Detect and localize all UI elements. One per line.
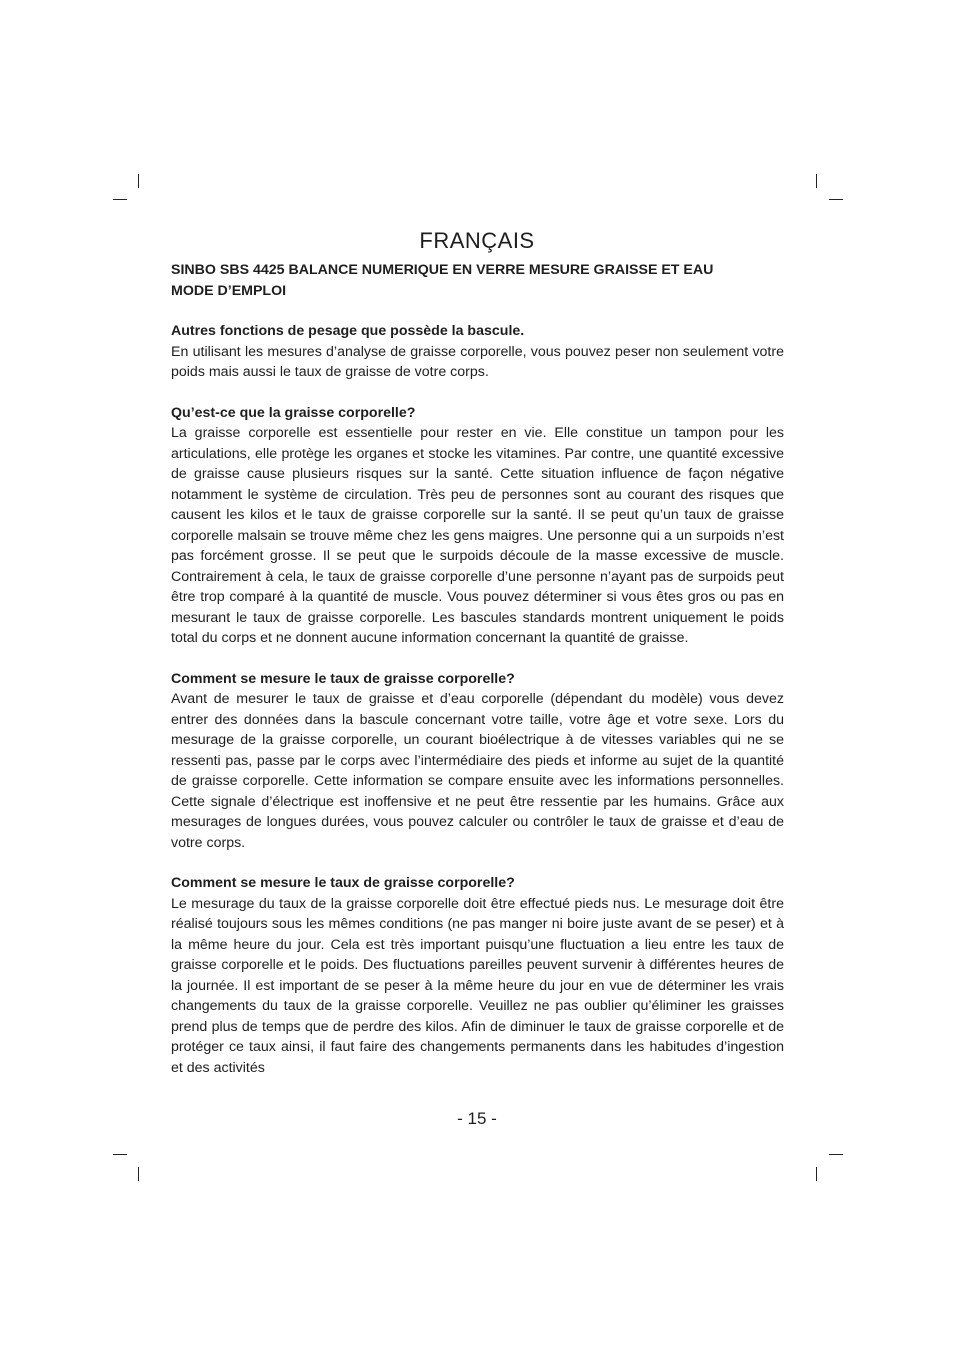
section-title: Autres fonctions de pesage que possède la bascule.: [171, 323, 525, 339]
manual-label: MODE D’EMPLOI: [171, 283, 287, 299]
crop-mark-top-right-horizontal: [829, 199, 843, 200]
crop-mark-top-left-horizontal: [113, 199, 127, 200]
section-body: En utilisant les mesures d’analyse de graisse corporelle, vous pouvez peser non seulement votre poids mais aussi le taux de graisse de votre corps.: [171, 343, 784, 380]
section-body: Le mesurage du taux de la graisse corporelle doit être effectué pieds nus. Le mesurage doit être réalisé toujours sous les mêmes conditions (ne pas manger ni boire juste avant de se peser) et à la même heure du jour. Cela est très important puisqu’une fluctuation a lieu entre les taux de graisse corporelle et le poids. Des fluctuations pareilles peuvent survenir à différentes heures de la journée. Il est important de se peser à la même heure du jour en vue de déterminer les vrais changements du taux de la graisse corporelle. Veuillez ne pas oublier qu’éliminer les graisses prend plus de temps que de perdre des kilos. Afin de diminuer le taux de graisse corporelle et de protéger ce taux ainsi, il faut faire des changements permanents dans les habitudes d’ingestion et des activités: [171, 895, 784, 1076]
section-what-is-body-fat: [171, 403, 784, 649]
section-other-functions: [171, 321, 784, 383]
crop-mark-bottom-left-horizontal: [113, 1154, 127, 1155]
manual-content: [171, 321, 784, 1098]
crop-mark-top-right-vertical: [816, 174, 817, 188]
section-measuring-conditions: [171, 873, 784, 1078]
crop-mark-bottom-right-vertical: [816, 1167, 817, 1181]
section-body: La graisse corporelle est essentielle pour rester en vie. Elle constitue un tampon pour les articulations, elle protège les organes et stocke les vitamines. Par contre, une quantité excessive de graisse cause plusieurs risques sur la santé. Cette situation influence de façon négative notamment le système de circulation. Très peu de personnes sont au courant des risques que causent les kilos et le taux de graisse corporelle sur la santé. Il se peut qu’un taux de graisse corporelle malsain se trouve même chez les gens maigres. Une personne qui a un surpoids n’est pas forcément grosse. Il se peut que le surpoids découle de la masse excessive de muscle. Contrairement à cela, le taux de graisse corporelle d’une personne n’ayant pas de surpoids peut être trop comparé à la quantité de muscle. Vous pouvez déterminer si vous êtes gros ou pas en mesurant le taux de graisse corporelle. Les bascules standards montrent uniquement le poids total du corps et ne donnent aucune information concernant la quantité de graisse.: [171, 425, 784, 646]
page-number: - 15 -: [457, 1109, 497, 1128]
section-title: Comment se mesure le taux de graisse corporelle?: [171, 670, 515, 687]
section-title: Comment se mesure le taux de graisse corporelle?: [171, 875, 515, 891]
section-body: Avant de mesurer le taux de graisse et d’eau corporelle (dépendant du modèle) vous devez entrer des données dans la bascule concernant votre taille, votre âge et votre sexe. Lors du mesurage de la graisse corporelle, un courant bioélectrique à de vitesses variables qui ne se ressenti pas, passe par le corps avec l’intermédiaire des pieds et informe au sujet de la quantité de graisse corporelle. Cette information se compare ensuite avec les informations personnelles. Cette signale d’électrique est inoffensive et ne peut être ressentie par les humains. Grâce aux mesurages de longues durées, vous pouvez calculer ou contrôler le taux de graisse et d’eau de votre corps.: [171, 691, 784, 851]
document-heading: [171, 260, 784, 302]
crop-mark-bottom-left-vertical: [138, 1167, 139, 1181]
crop-mark-top-left-vertical: [138, 174, 139, 188]
section-how-measured: [171, 669, 784, 854]
crop-mark-bottom-right-horizontal: [829, 1154, 843, 1155]
language-title: FRANÇAIS: [419, 228, 535, 253]
product-title: SINBO SBS 4425 BALANCE NUMERIQUE EN VERRE MESURE GRAISSE ET EAU: [171, 262, 714, 278]
section-title: Qu’est-ce que la graisse corporelle?: [171, 404, 416, 421]
